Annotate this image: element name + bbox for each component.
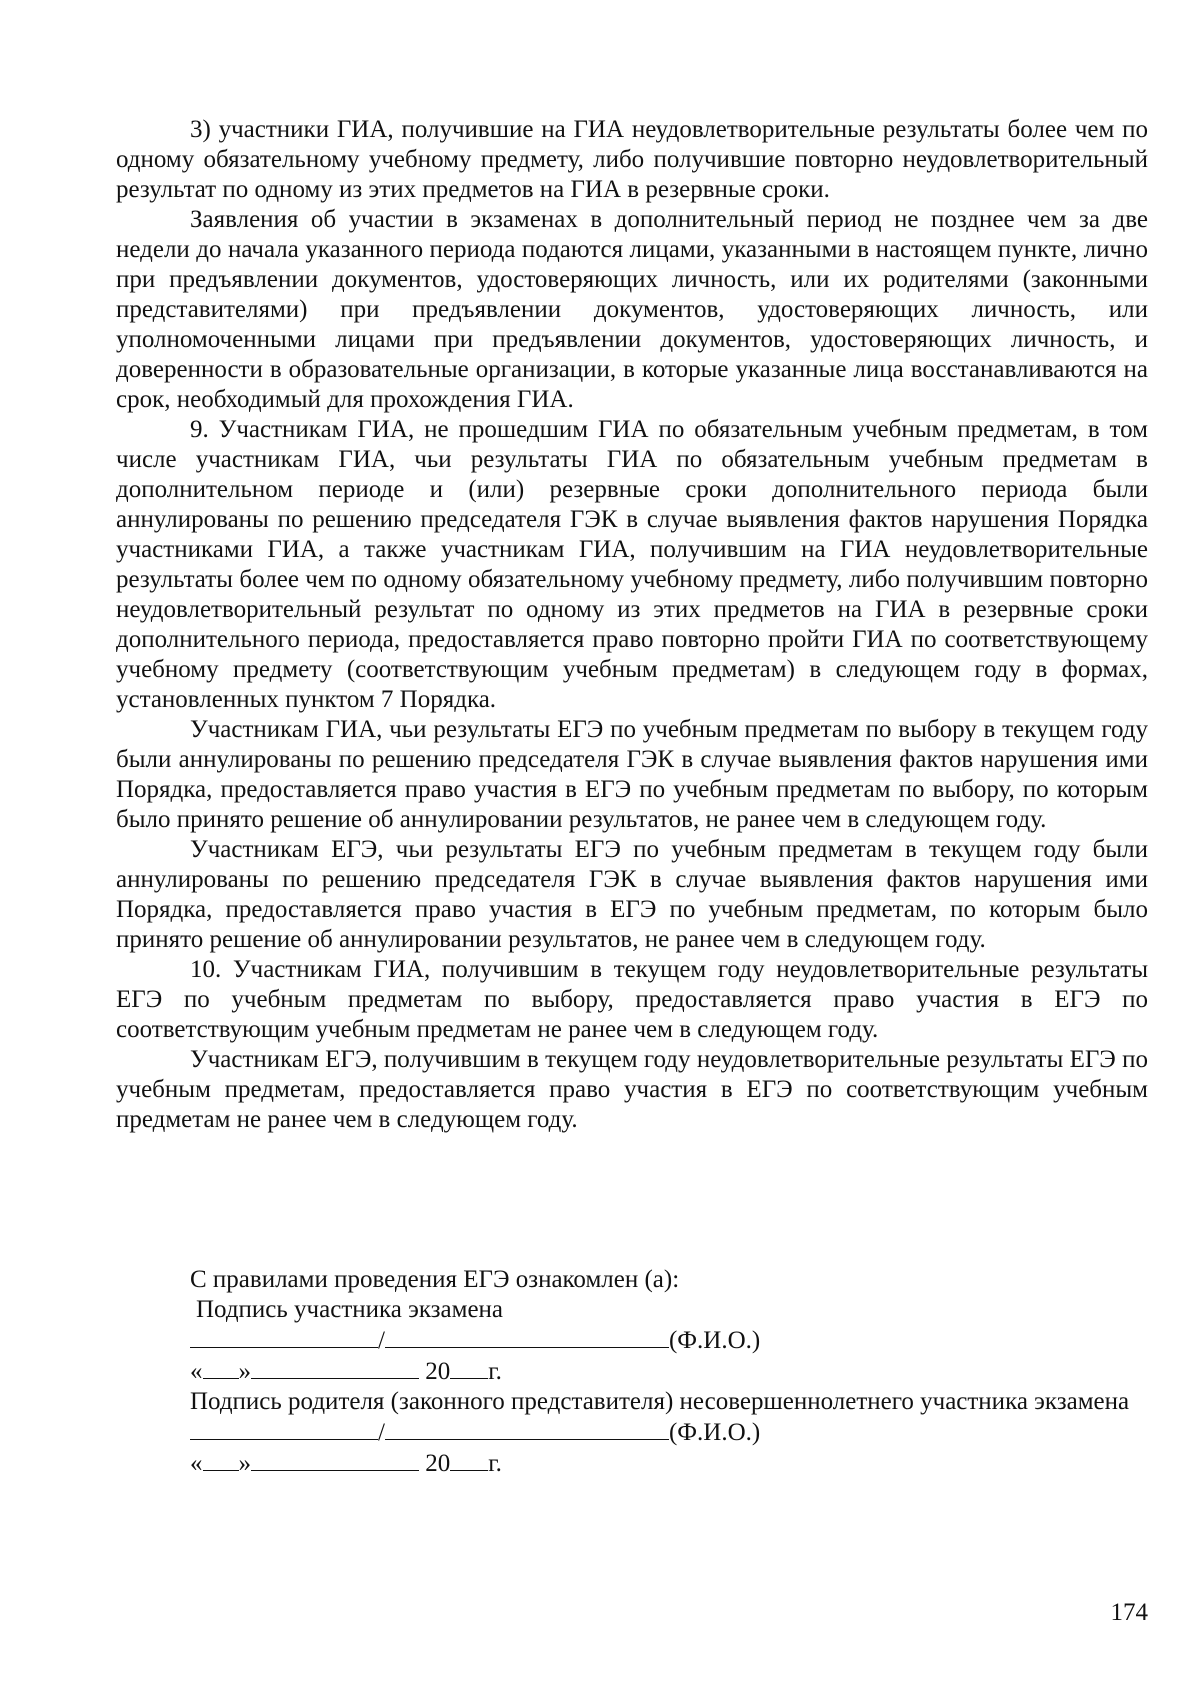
participant-signature-label: Подпись участника экзамена	[196, 1296, 504, 1323]
paragraph-clause-9: 9. Участникам ГИА, не прошедшим ГИА по обязательным учебным предметам, в том числе участникам ГИА, чьи результаты ГИА по обязательным учебным предметам в дополнительном периоде и (или) резервные сроки дополнительного периода были аннулированы по решению председателя ГЭК в случае выявления фактов нарушения Порядка участниками ГИА, а также участникам ГИА, получившим на ГИА неудовлетворительные результаты более чем по одному обязательному учебному предмету, либо получившим повторно неудовлетворительный результат по одному из этих предметов на ГИА в резервные сроки дополнительного периода, предоставляется право повторно пройти ГИА по соответствующему учебному предмету (соответствующим учебным предметам) в следующем году в формах, установленных пунктом 7 Порядка.	[116, 416, 1148, 713]
fio-label: (Ф.И.О.)	[668, 1327, 761, 1354]
paragraph-unsatisfactory-ege: Участникам ЕГЭ, получившим в текущем году неудовлетворительные результаты ЕГЭ по учебным предметам, предоставляется право участия в ЕГЭ по соответствующим учебным предметам не ранее чем в следующем году.	[116, 1046, 1148, 1133]
participant-month-blank[interactable]	[251, 1356, 419, 1379]
quote-close: »	[238, 1450, 251, 1477]
parent-fio-blank[interactable]	[385, 1417, 669, 1440]
paragraph-annulled-choice: Участникам ГИА, чьи результаты ЕГЭ по учебным предметам по выбору в текущем году были аннулированы по решению председателя ГЭК в случае выявления фактов нарушения ими Порядка, предоставляется право участия в ЕГЭ по учебным предметам по выбору, по которым было принято решение об аннулировании результатов, не ранее чем в следующем году.	[116, 716, 1148, 833]
parent-signature-row	[116, 1417, 1148, 1448]
paragraph-clause-10: 10. Участникам ГИА, получившим в текущем году неудовлетворительные результаты ЕГЭ по учебным предметам по выбору, предоставляется право участия в ЕГЭ по соответствующим учебным предметам не ранее чем в следующем году.	[116, 956, 1148, 1043]
year-suffix: г.	[488, 1358, 502, 1385]
participant-date-row	[116, 1356, 1148, 1387]
signature-block	[116, 1265, 1148, 1479]
acknowledgement-text: С правилами проведения ЕГЭ ознакомлен (а):	[190, 1266, 680, 1293]
participant-year-blank[interactable]	[450, 1356, 488, 1379]
participant-fio-blank[interactable]	[385, 1325, 669, 1348]
paragraph-applications: Заявления об участии в экзаменах в дополнительный период не позднее чем за две недели до начала указанного периода подаются лицами, указанными в настоящем пункте, лично при предъявлении документов, удостоверяющих личность, или их родителями (законными представителями) при предъявлении документов, удостоверяющих личность, или уполномоченными лицами при предъявлении документов, удостоверяющих личность, и доверенности в образовательные организации, в которые указанные лица восстанавливаются на срок, необходимый для прохождения ГИА.	[116, 206, 1148, 413]
quote-close: »	[238, 1358, 251, 1385]
parent-date-row	[116, 1448, 1148, 1479]
quote-open: «	[190, 1450, 203, 1477]
parent-signature-label: Подпись родителя (законного представителя) несовершеннолетнего участника экзамена	[190, 1388, 1130, 1415]
parent-month-blank[interactable]	[251, 1448, 419, 1471]
year-prefix: 20	[425, 1450, 451, 1477]
signature-slash: /	[378, 1327, 385, 1354]
parent-signature-blank[interactable]	[190, 1417, 378, 1440]
parent-year-blank[interactable]	[450, 1448, 488, 1471]
year-prefix: 20	[425, 1358, 451, 1385]
year-suffix: г.	[488, 1450, 502, 1477]
participant-signature-row	[116, 1325, 1148, 1356]
quote-open: «	[190, 1358, 203, 1385]
participant-signature-blank[interactable]	[190, 1325, 378, 1348]
paragraph-item-3: 3) участники ГИА, получившие на ГИА неудовлетворительные результаты более чем по одному обязательному учебному предмету, либо получившие повторно неудовлетворительный результат по одному из этих предметов на ГИА в резервные сроки.	[116, 116, 1148, 203]
parent-day-blank[interactable]	[203, 1448, 239, 1471]
document-body	[116, 115, 1148, 1135]
paragraph-annulled-ege: Участникам ЕГЭ, чьи результаты ЕГЭ по учебным предметам в текущем году были аннулированы по решению председателя ГЭК в случае выявления фактов нарушения ими Порядка, предоставляется право участия в ЕГЭ по учебным предметам, по которым было принято решение об аннулировании результатов, не ранее чем в следующем году.	[116, 836, 1148, 953]
participant-day-blank[interactable]	[203, 1356, 239, 1379]
signature-slash: /	[378, 1419, 385, 1446]
fio-label: (Ф.И.О.)	[668, 1419, 761, 1446]
page-number: 174	[1110, 1599, 1148, 1626]
